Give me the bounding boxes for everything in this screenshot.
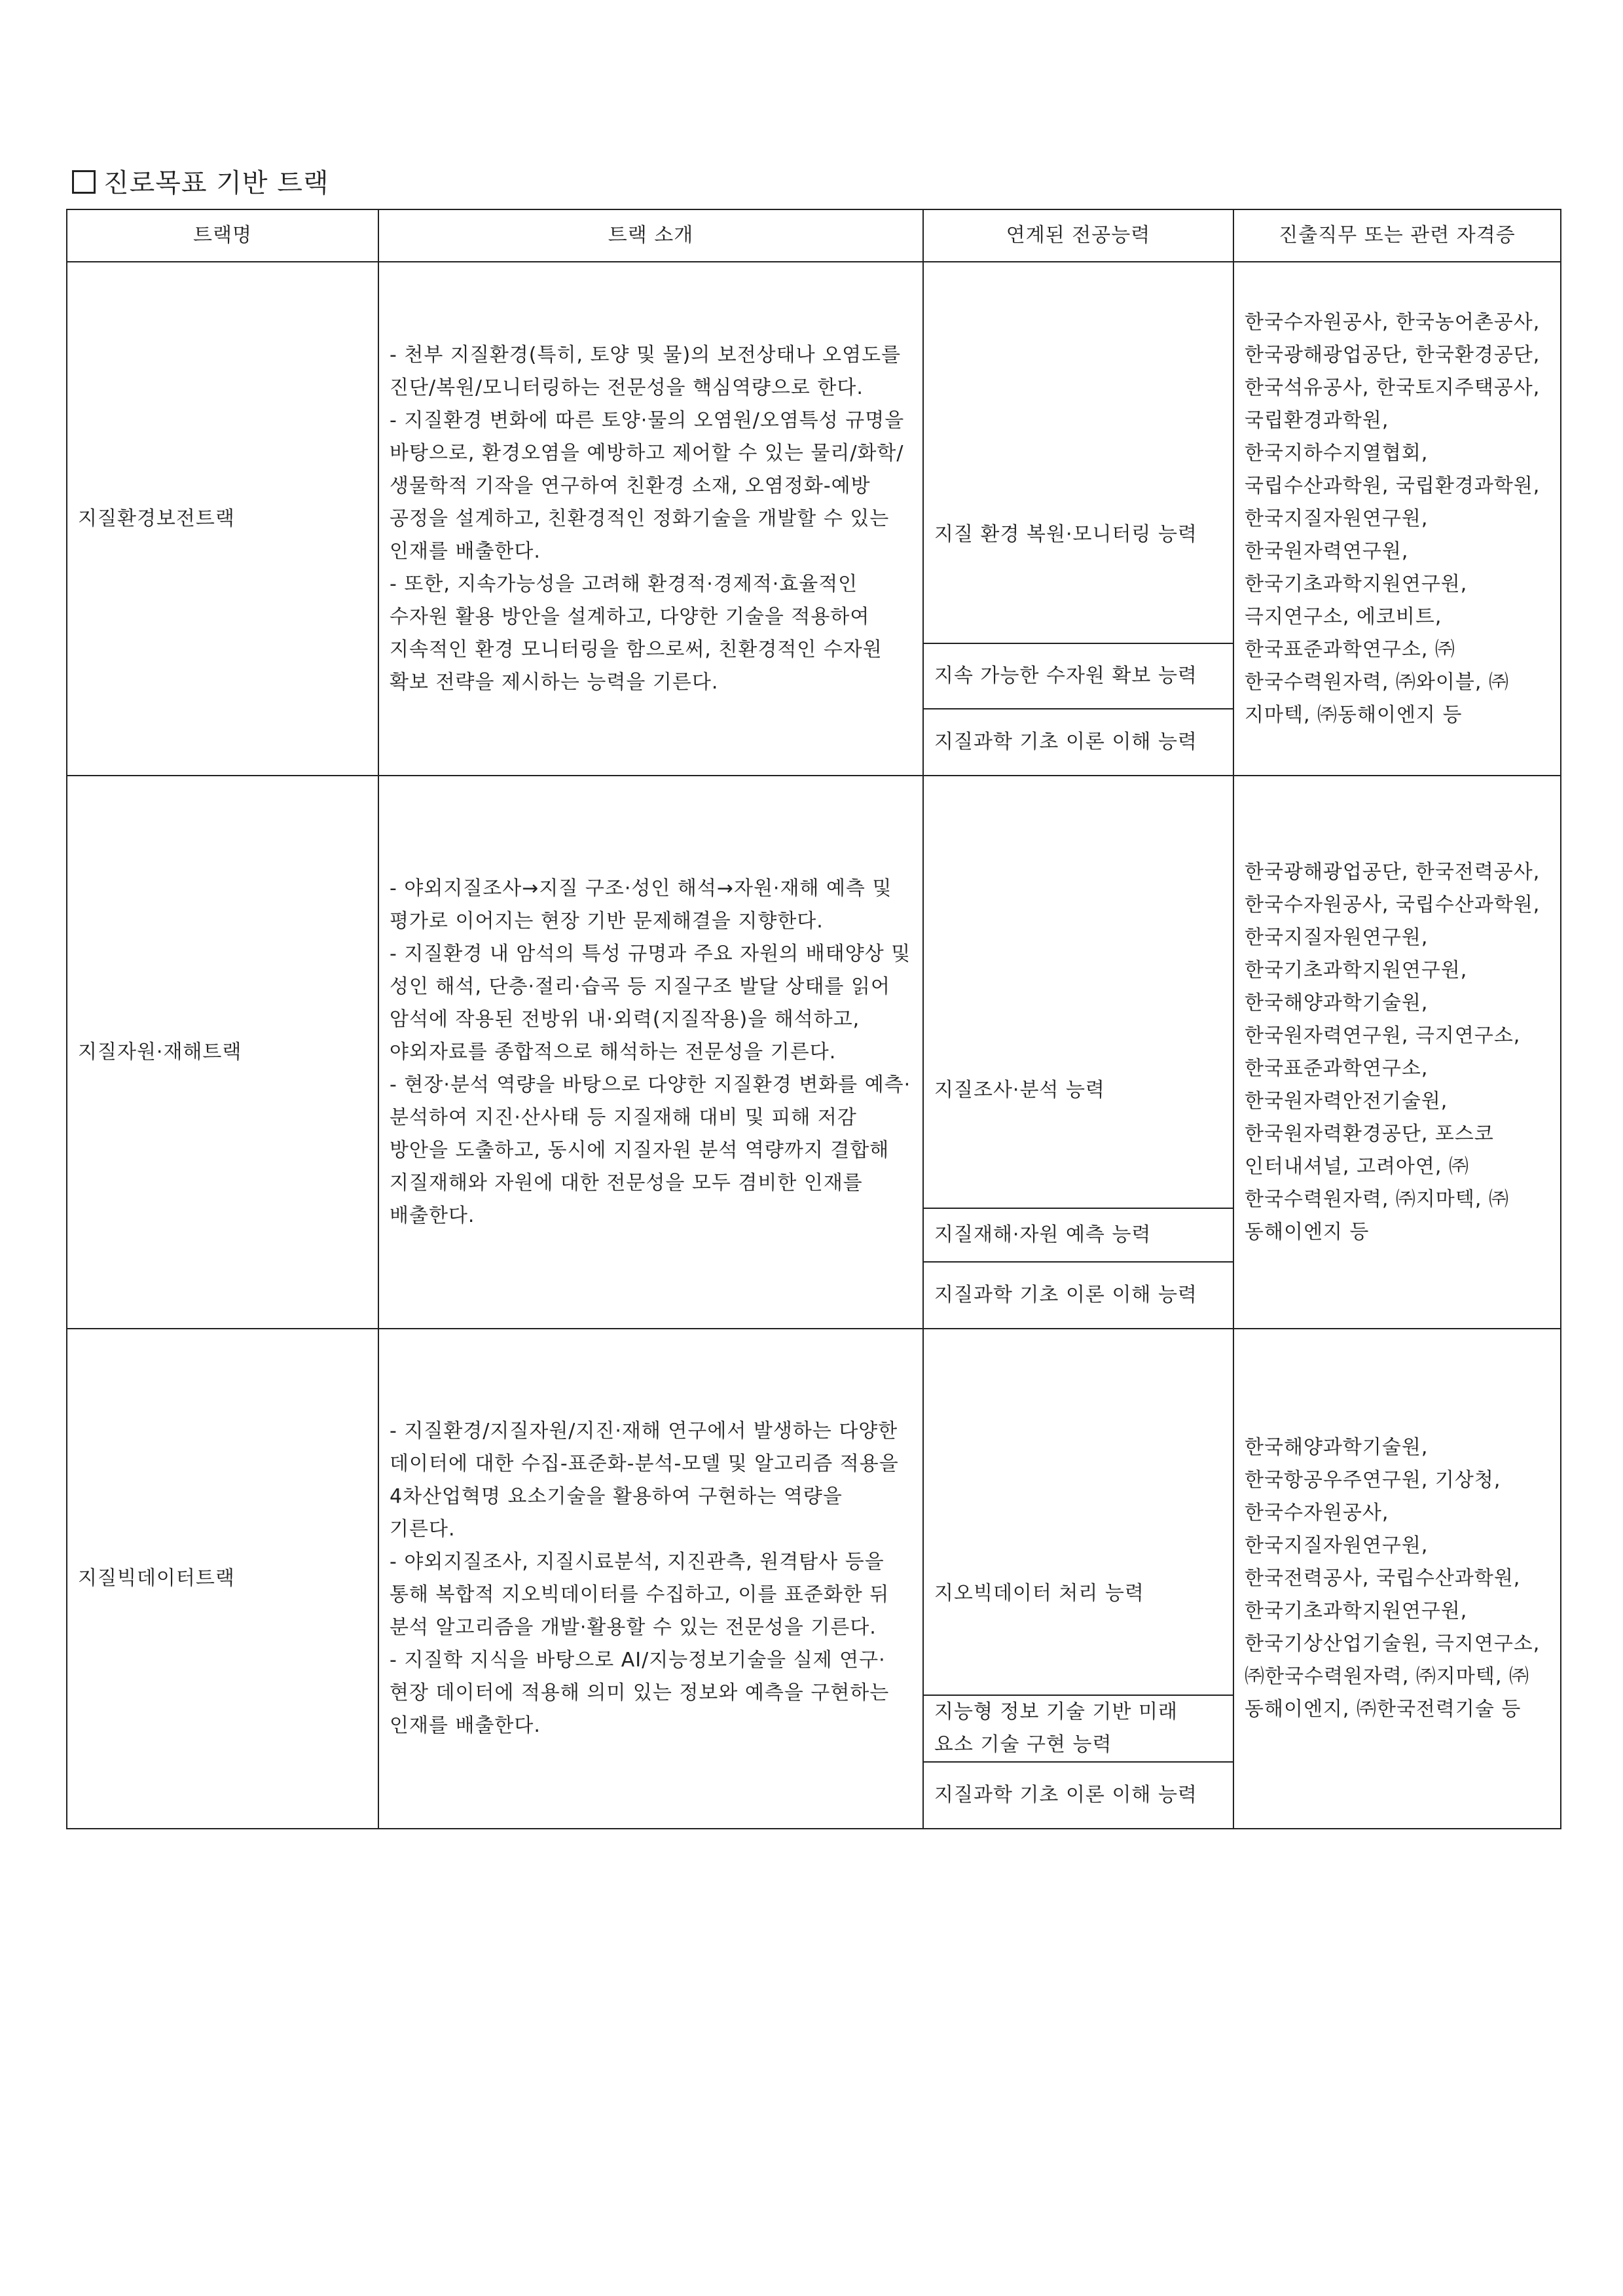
track-intro [378,1329,923,1829]
track-name: 지질환경보전트랙 [67,262,378,776]
table-header-row [67,209,1561,262]
track-intro-paragraph: - 현장·분석 역량을 바탕으로 다양한 지질환경 변화를 예측·분석하여 지진·산사태 등 지질재해 대비 및 피해 저감 방안을 도출하고, 동시에 지질자원 분석 역량까지 결합해 지질재해와 자원에 대한 전문성을 모두 겸비한 인재를 배출한다. [390,1073,911,1227]
track-intro-paragraph: - 야외지질조사, 지질시료분석, 지진관측, 원격탐사 등을 통해 복합적 지오빅데이터를 수집하고, 이를 표준화한 뒤 분석 알고리즘을 개발·활용할 수 있는 전문성을 기른다. [390,1551,890,1639]
ability-cell: 지질 환경 복원·모니터링 능력 [923,262,1233,643]
careers-cell: 한국해양과학기술원, 한국항공우주연구원, 기상청, 한국수자원공사, 한국지질자원연구원, 한국전력공사, 국립수산과학원, 한국기초과학지원연구원, 한국기상산업기술원, 극지연구소, ㈜한국수력원자력, ㈜지마텍, ㈜동해이엔지, ㈜한국전력기술 등 [1233,1329,1561,1829]
careers-cell: 한국수자원공사, 한국농어촌공사, 한국광해광업공단, 한국환경공단, 한국석유공사, 한국토지주택공사, 국립환경과학원, 한국지하수지열협회, 국립수산과학원, 국립환경과학원, 한국지질자원연구원, 한국원자력연구원, 한국기초과학지원연구원, 극지연구소, 에코비트, 한국표준과학연구소, ㈜한국수력원자력, ㈜와이블, ㈜지마텍, ㈜동해이엔지 등 [1233,262,1561,776]
track-intro [378,776,923,1329]
ability-cell: 지질조사·분석 능력 [923,776,1233,1208]
header-track-name: 트랙명 [67,209,378,262]
ability-cell: 지오빅데이터 처리 능력 [923,1329,1233,1695]
table-row [67,1329,1561,1695]
table-row [67,262,1561,643]
track-intro-paragraph: - 지질환경 내 암석의 특성 규명과 주요 자원의 배태양상 및 성인 해석, 단층·절리·습곡 등 지질구조 발달 상태를 읽어 암석에 작용된 전방위 내·외력(지질작용)을 해석하고, 야외자료를 종합적으로 해석하는 전문성을 기른다. [390,942,911,1064]
section-title-text: 진로목표 기반 트랙 [103,168,329,198]
track-intro-paragraph: - 천부 지질환경(특히, 토양 및 물)의 보전상태나 오염도를 진단/복원/모니터링하는 전문성을 핵심역량으로 한다. [390,343,902,399]
track-name: 지질빅데이터트랙 [67,1329,378,1829]
track-intro-paragraph: - 야외지질조사→지질 구조·성인 해석→자원·재해 예측 및 평가로 이어지는 현장 기반 문제해결을 지향한다. [390,876,892,933]
ability-cell: 지질과학 기초 이론 이해 능력 [923,1262,1233,1329]
track-intro-paragraph: - 지질환경 변화에 따른 토양·물의 오염원/오염특성 규명을 바탕으로, 환경오염을 예방하고 제어할 수 있는 물리/화학/생물학적 기작을 연구하여 친환경 소재, 오염정화-예방 공정을 설계하고, 친환경적인 정화기술을 개발할 수 있는 인재를 배출한다. [390,408,905,563]
header-abilities: 연계된 전공능력 [923,209,1233,262]
ability-cell: 지질재해·자원 예측 능력 [923,1208,1233,1262]
table-row [67,776,1561,1208]
ability-cell: 지속 가능한 수자원 확보 능력 [923,643,1233,709]
checkbox-square-icon [72,170,96,194]
track-intro-paragraph: - 지질환경/지질자원/지진·재해 연구에서 발생하는 다양한 데이터에 대한 수집-표준화-분석-모델 및 알고리즘 적용을 4차산업혁명 요소기술을 활용하여 구현하는 역량을 기른다. [390,1420,899,1541]
track-intro [378,262,923,776]
careers-cell: 한국광해광업공단, 한국전력공사, 한국수자원공사, 국립수산과학원, 한국지질자원연구원, 한국기초과학지원연구원, 한국해양과학기술원, 한국원자력연구원, 극지연구소, 한국표준과학연구소, 한국원자력안전기술원, 한국원자력환경공단, 포스코 인터내셔널, 고려아연, ㈜한국수력원자력, ㈜지마텍, ㈜동해이엔지 등 [1233,776,1561,1329]
track-name: 지질자원·재해트랙 [67,776,378,1329]
header-careers: 진출직무 또는 관련 자격증 [1233,209,1561,262]
section-title [72,164,329,203]
header-track-intro: 트랙 소개 [378,209,923,262]
ability-cell: 지질과학 기초 이론 이해 능력 [923,1762,1233,1829]
track-intro-paragraph: - 지질학 지식을 바탕으로 AI/지능정보기술을 실제 연구·현장 데이터에 적용해 의미 있는 정보와 예측을 구현하는 인재를 배출한다. [390,1649,890,1737]
ability-cell: 지능형 정보 기술 기반 미래 요소 기술 구현 능력 [923,1695,1233,1762]
track-intro-paragraph: - 또한, 지속가능성을 고려해 환경적·경제적·효율적인 수자원 활용 방안을 설계하고, 다양한 기술을 적용하여 지속적인 환경 모니터링을 함으로써, 친환경적인 수자원 확보 전략을 제시하는 능력을 기른다. [390,572,883,694]
track-table [66,209,1561,1829]
ability-cell: 지질과학 기초 이론 이해 능력 [923,709,1233,776]
